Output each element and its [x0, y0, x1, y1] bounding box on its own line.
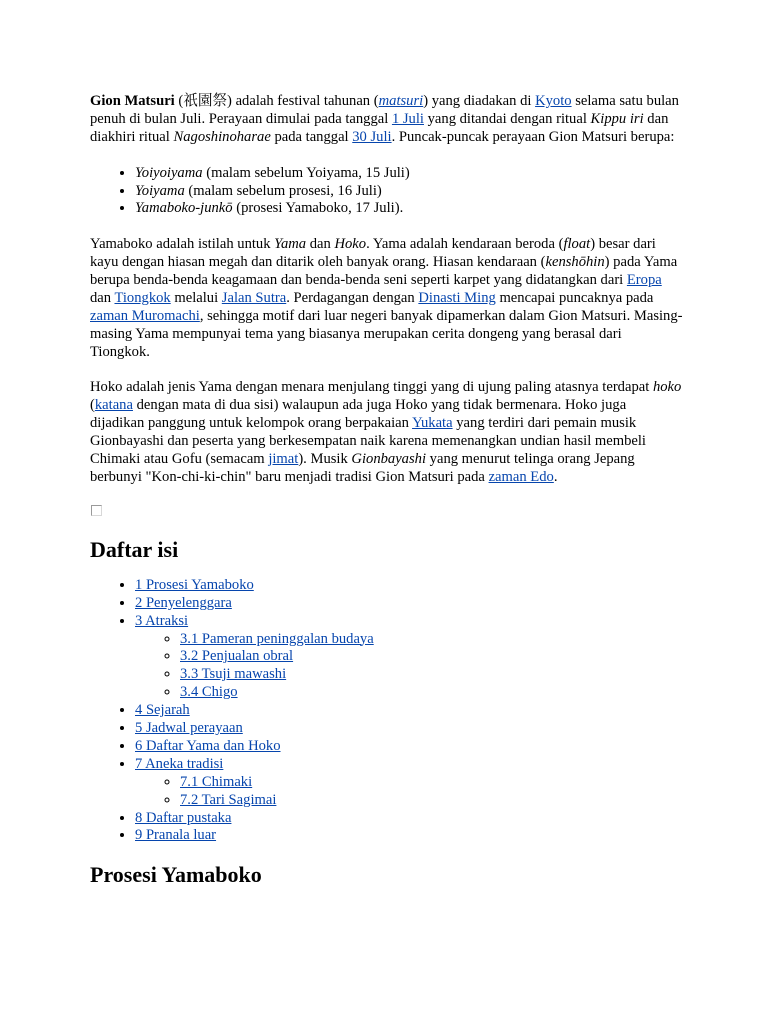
toc-subitem	[180, 648, 684, 666]
toc-item-9	[135, 827, 684, 845]
link-zaman-muromachi[interactable]: zaman Muromachi	[90, 307, 200, 324]
table-of-contents	[90, 577, 684, 846]
link-30-juli[interactable]: 30 Juli	[352, 128, 392, 145]
toc-subitem	[180, 774, 684, 792]
toc-link[interactable]: 3.2 Penjualan obral	[180, 648, 294, 665]
link-jalan-sutra[interactable]: Jalan Sutra	[221, 289, 287, 306]
toc-link[interactable]: 3.3 Tsuji mawashi	[180, 666, 287, 683]
link-1-juli[interactable]: 1 Juli	[391, 110, 424, 127]
link-eropa[interactable]: Eropa	[626, 272, 662, 289]
toc-item-6	[135, 738, 684, 756]
link-dinasti-ming[interactable]: Dinasti Ming	[418, 289, 496, 306]
toc-link[interactable]: 7.2 Tari Sagimai	[180, 791, 277, 808]
toc-item-5	[135, 720, 684, 738]
toc-item-4	[135, 702, 684, 720]
toc-subitem	[180, 684, 684, 702]
article-content	[90, 93, 684, 888]
toc-item-8	[135, 810, 684, 828]
toc-sublist	[135, 774, 684, 810]
link-yukata[interactable]: Yukata	[412, 415, 453, 432]
peaks-list	[90, 165, 684, 219]
toc-link[interactable]: 7.1 Chimaki	[180, 773, 253, 790]
kanji-term: 祇園祭	[183, 93, 228, 109]
link-katana[interactable]: katana	[94, 397, 133, 414]
image-container	[90, 505, 684, 519]
toc-subitem	[180, 792, 684, 810]
toc-link[interactable]: 2 Penyelenggara	[135, 594, 232, 611]
toc-subitem	[180, 631, 684, 649]
toc-link[interactable]: 6 Daftar Yama dan Hoko	[135, 737, 281, 754]
toc-link[interactable]: 4 Sejarah	[135, 702, 190, 719]
toc-link[interactable]: 8 Daftar pustaka	[135, 809, 232, 826]
toc-sublist	[135, 631, 684, 703]
toc-link[interactable]: 9 Pranala luar	[135, 827, 217, 844]
list-item: • Yamaboko-junkō (prosesi Yamaboko, 17 Juli).	[135, 200, 684, 218]
list-item: • Yoiyoiyama (malam sebelum Yoiyama, 15 Juli)	[135, 165, 684, 183]
toc-subitem	[180, 666, 684, 684]
toc-heading: Daftar isi	[90, 536, 179, 562]
list-item: • Yoiyama (malam sebelum prosesi, 16 Juli)	[135, 183, 684, 201]
toc-item-7	[135, 756, 684, 810]
intro-paragraph: Gion Matsuri (祇園祭) adalah festival tahunan (matsuri) yang diadakan di Kyoto selama satu bulan penuh di bulan Juli. Perayaan dimulai pada tanggal 1 Juli yang ditandai dengan ritual Kippu iri dan diakhiri ritual Nagoshinoharae pada tanggal 30 Juli. Puncak-puncak perayaan Gion Matsuri berupa:	[90, 93, 679, 145]
link-matsuri[interactable]: matsuri	[378, 93, 424, 109]
hoko-paragraph: Hoko adalah jenis Yama dengan menara menjulang tinggi yang di ujung paling atasnya terdapat hoko (katana dengan mata di dua sisi) walaupun ada juga Hoko yang tidak bermenara. Hoko juga dijadikan panggung untuk kelompok orang berpakaian Yukata yang terdiri dari pemain musik Gionbayashi dan peserta yang berkesempatan naik karena memenangkan undian hasil membeli Chimaki atau Gofu (semacam jimat). Musik Gionbayashi yang menurut telinga orang Jepang berbunyi "Kon-chi-ki-chin" baru menjadi tradisi Gion Matsuri pada zaman Edo.	[90, 379, 682, 485]
section-heading-prosesi: Prosesi Yamaboko	[90, 862, 262, 888]
link-tiongkok[interactable]: Tiongkok	[114, 289, 171, 306]
toc-link[interactable]: 3.1 Pameran peninggalan budaya	[180, 630, 374, 647]
toc-link[interactable]: 7 Aneka tradisi	[135, 755, 224, 772]
toc-link[interactable]: 3 Atraksi	[135, 612, 189, 629]
toc-link[interactable]: 3.4 Chigo	[180, 684, 238, 701]
toc-link[interactable]: 5 Jadwal perayaan	[135, 720, 243, 737]
link-kyoto[interactable]: Kyoto	[535, 93, 572, 109]
toc-item-3	[135, 613, 684, 703]
toc-item-1	[135, 577, 684, 595]
yamaboko-paragraph: Yamaboko adalah istilah untuk Yama dan Hoko. Yama adalah kendaraan beroda (float) besar dari kayu dengan hiasan megah dan ditarik oleh banyak orang. Hiasan kendaraan (kenshōhin) pada Yama berupa benda-benda keagamaan dan benda-benda seni seperti karpet yang didatangkan dari Eropa dan Tiongkok melalui Jalan Sutra. Perdagangan dengan Dinasti Ming mencapai puncaknya pada zaman Muromachi, sehingga motif dari luar negeri banyak dipamerkan dalam Gion Matsuri. Masing-masing Yama mempunyai tema yang biasanya merupakan cerita dongeng yang berasal dari Tiongkok.	[90, 236, 683, 360]
toc-link[interactable]: 1 Prosesi Yamaboko	[135, 576, 254, 593]
broken-image-icon	[91, 505, 102, 516]
article-title-term: Gion Matsuri	[90, 93, 175, 109]
link-jimat[interactable]: jimat	[268, 451, 299, 468]
link-zaman-edo[interactable]: zaman Edo	[488, 468, 554, 485]
toc-item-2	[135, 595, 684, 613]
